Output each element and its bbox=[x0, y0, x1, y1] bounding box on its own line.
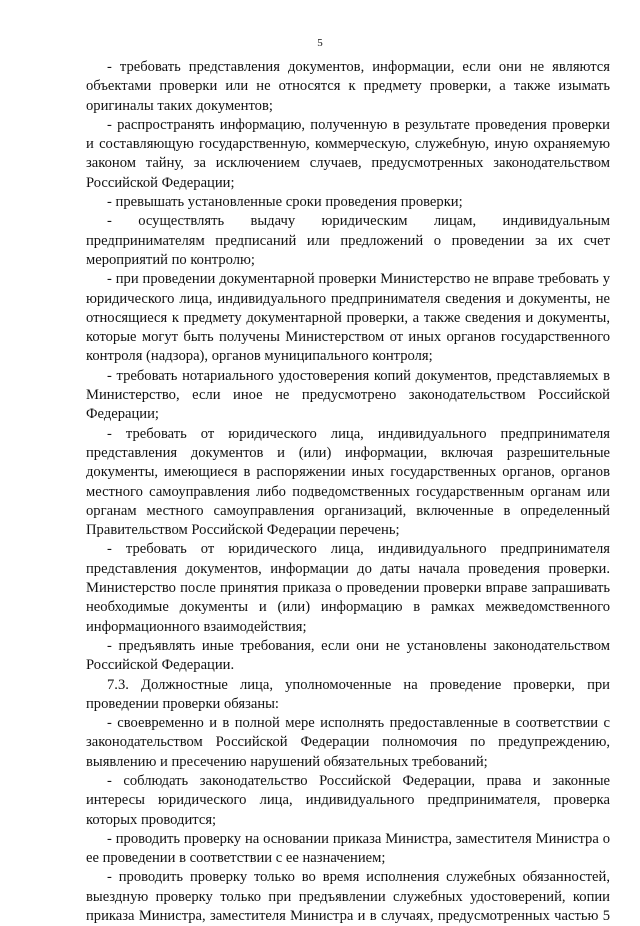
paragraph: - требовать от юридического лица, индивидуального предпринимателя представления документов, информации до даты начала проведения проверки. Министерство после принятия приказа о проведении проверки вправе запрашивать необходимые документы и (или) информацию в рамках межведомственного информационного взаимодействия; bbox=[86, 541, 610, 635]
paragraph: 7.3. Должностные лица, уполномоченные на проведение проверки, при проведении проверки обязаны: bbox=[86, 676, 610, 712]
paragraph: - требовать от юридического лица, индивидуального предпринимателя представления документов и (или) информации, включая разрешительные документы, имеющиеся в распоряжении иных государственных органов, органов местного самоуправления либо подведомственных государственным органам или органам местного самоуправления организаций, включенные в определенный Правительством Российской Федерации перечень; bbox=[86, 425, 610, 539]
paragraph: - предъявлять иные требования, если они не установлены законодательством Российской Федерации. bbox=[86, 637, 610, 674]
paragraph: - проводить проверку только во время исполнения служебных обязанностей, выездную проверку только при предъявлении служебных удостоверений, копии приказа Министра, заместителя Министра и в случаях, предусмотренных частью 5 bbox=[86, 869, 610, 925]
document-body bbox=[86, 58, 610, 926]
paragraph: - осуществлять выдачу юридическим лицам, индивидуальным предпринимателям предписаний или предложений о проведении за их счет мероприятий по контролю; bbox=[86, 213, 610, 268]
paragraph: - своевременно и в полной мере исполнять предоставленные в соответствии с законодательством Российской Федерации полномочия по предупреждению, выявлению и пресечению нарушений обязательных требований; bbox=[86, 715, 610, 770]
paragraph: - проводить проверку на основании приказа Министра, заместителя Министра о ее проведении в соответствии с ее назначением; bbox=[86, 830, 610, 867]
page-number: 5 bbox=[317, 37, 323, 49]
paragraph: - распространять информацию, полученную в результате проведения проверки и составляющую государственную, коммерческую, служебную, иную охраняемую законом тайну, за исключением случаев, предусмотренных законодательством Российской Федерации; bbox=[86, 116, 610, 191]
paragraph: - соблюдать законодательство Российской Федерации, права и законные интересы юридического лица, индивидуального предпринимателя, проверка которых проводится; bbox=[86, 772, 610, 828]
paragraph: - требовать нотариального удостоверения копий документов, представляемых в Министерство, если иное не предусмотрено законодательством Российской Федерации; bbox=[86, 367, 610, 423]
paragraph: - требовать представления документов, информации, если они не являются объектами проверки или не относятся к предмету проверки, а также изымать оригиналы таких документов; bbox=[86, 59, 610, 114]
paragraph: - при проведении документарной проверки Министерство не вправе требовать у юридического лица, индивидуального предпринимателя сведения и документы, не относящиеся к предмету документарной проверки, а также сведения и документы, которые могут быть получены Министерством от иных органов государственного контроля (надзора), органов муниципального контроля; bbox=[86, 271, 610, 365]
paragraph: - превышать установленные сроки проведения проверки; bbox=[107, 194, 463, 211]
